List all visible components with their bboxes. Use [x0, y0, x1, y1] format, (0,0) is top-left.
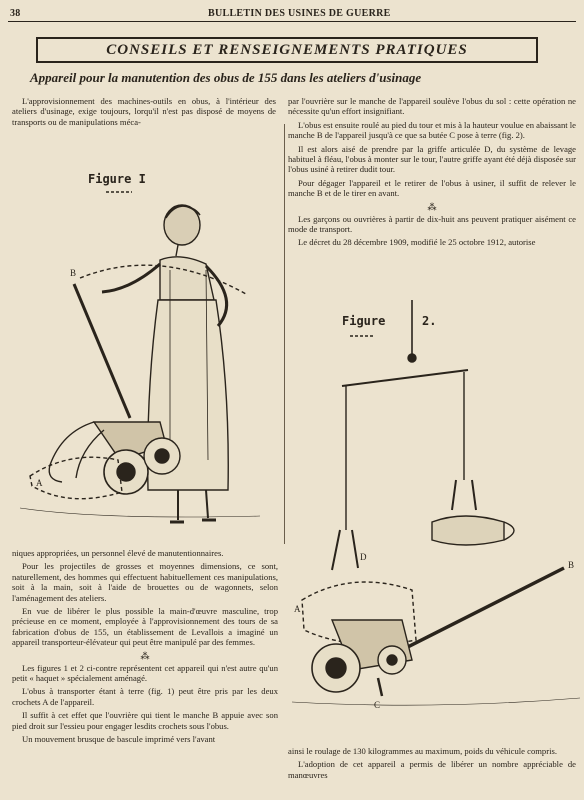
figure-2-illustration	[292, 300, 580, 740]
right-column-top	[288, 96, 576, 251]
right-column-bottom	[288, 746, 576, 783]
figure-2-label-a: Figure	[342, 314, 386, 328]
figure-2-mark-d: D	[360, 552, 367, 562]
separator: ⁂	[140, 650, 150, 661]
paragraph: L'obus est ensuite roulé au pied du tour et mis à la hauteur voulue en abaissant le manche B de l'appareil jusqu'à ce que sa butée C pose à terre (fig. 2).	[288, 119, 576, 141]
paragraph: Les garçons ou ouvrières à partir de dix-huit ans peuvent pratiquer aisément ce mode de transport.	[288, 213, 576, 235]
paragraph: Un mouvement brusque de bascule imprimé vers l'avant	[22, 734, 216, 745]
paragraph: niques appropriées, un personnel élevé de manutentionnaires.	[12, 548, 224, 558]
figure-1-mark-b: B	[70, 268, 77, 278]
left-column-bottom	[12, 548, 278, 748]
figure-2-mark-a: A	[294, 604, 301, 614]
paragraph: L'approvisionnement des machines-outils en obus, à l'intérieur des ateliers d'usinage, exige toujours, lorqu'il n'est pas disposé de moyens de transports ou de manipulations méca-	[12, 96, 276, 127]
figure-2-mark-c: C	[374, 700, 381, 710]
paragraph: Pour dégager l'appareil et le retirer de l'obus à usiner, il suffit de relever le manche B et de le tirer en avant.	[288, 177, 576, 199]
section-title: CONSEILS ET RENSEIGNEMENTS PRATIQUES	[106, 42, 468, 58]
figure-1	[10, 160, 280, 545]
figure-2-mark-b: B	[568, 560, 575, 570]
article-title: Appareil pour la manutention des obus de 155 dans les ateliers d'usinage	[30, 70, 422, 85]
header-rule	[8, 21, 576, 22]
figure-2-label-b: 2.	[422, 314, 437, 328]
paragraph: Pour les projectiles de grosses et moyennes dimensions, ce sont, naturellement, des hommes qui effectuent habituellement ces manipulations, soit à la main, soit à l'aide de brouettes ou de wagonnets, selon l'aménagement des ateliers.	[12, 561, 278, 603]
figure-2	[292, 300, 580, 740]
paragraph: L'obus à transporter étant à terre (fig. 1) peut être pris par les deux crochets A de l'appareil.	[12, 686, 278, 707]
figure-1-mark-a: A	[36, 478, 43, 488]
journal-title: BULLETIN DES USINES DE GUERRE	[208, 8, 391, 19]
paragraph: En vue de libérer le plus possible la main-d'œuvre masculine, trop précieuse en ce moment, employée à l'approvisionnement des tours de sa fabrication d'obus de 155, un établissement de Levallois a imaginé un appareil transporteur-élévateur qui peut être manipulé par des femmes.	[12, 606, 278, 648]
figure-1-illustration	[10, 160, 280, 545]
paragraph: Les figures 1 et 2 ci-contre représentent cet appareil qui n'est autre qu'un petit « haquet » spécialement aménagé.	[12, 662, 278, 684]
page-number: 38	[10, 8, 21, 19]
paragraph: ainsi le roulage de 130 kilogrammes au maximum, poids du véhicule compris.	[288, 746, 557, 756]
paragraph: Le décret du 28 décembre 1909, modifié le 25 octobre 1912, autorise	[298, 237, 536, 248]
section-title-box	[36, 37, 538, 63]
paragraph: L'adoption de cet appareil a permis de libérer un nombre appréciable de manœuvres	[288, 759, 576, 780]
running-header	[8, 4, 576, 24]
separator: ⁂	[427, 201, 437, 212]
figure-1-label: Figure I	[88, 172, 146, 186]
paragraph: Il suffit à cet effet que l'ouvrière qui tient le manche B appuie avec son pied droit sur l'essieu pour engager lesdits crochets sous l'obus.	[12, 710, 278, 731]
paragraph: Il est alors aisé de prendre par la griffe articulée D, du système de levage habituel à fléau, l'obus à monter sur le tour, l'autre griffe ayant été déjà disposée sur l'obus usiné à retirer dudit tour.	[288, 143, 576, 175]
paragraph: par l'ouvrière sur le manche de l'appareil soulève l'obus du sol : cette opération ne nécessite qu'un effort insignifiant.	[288, 96, 576, 117]
